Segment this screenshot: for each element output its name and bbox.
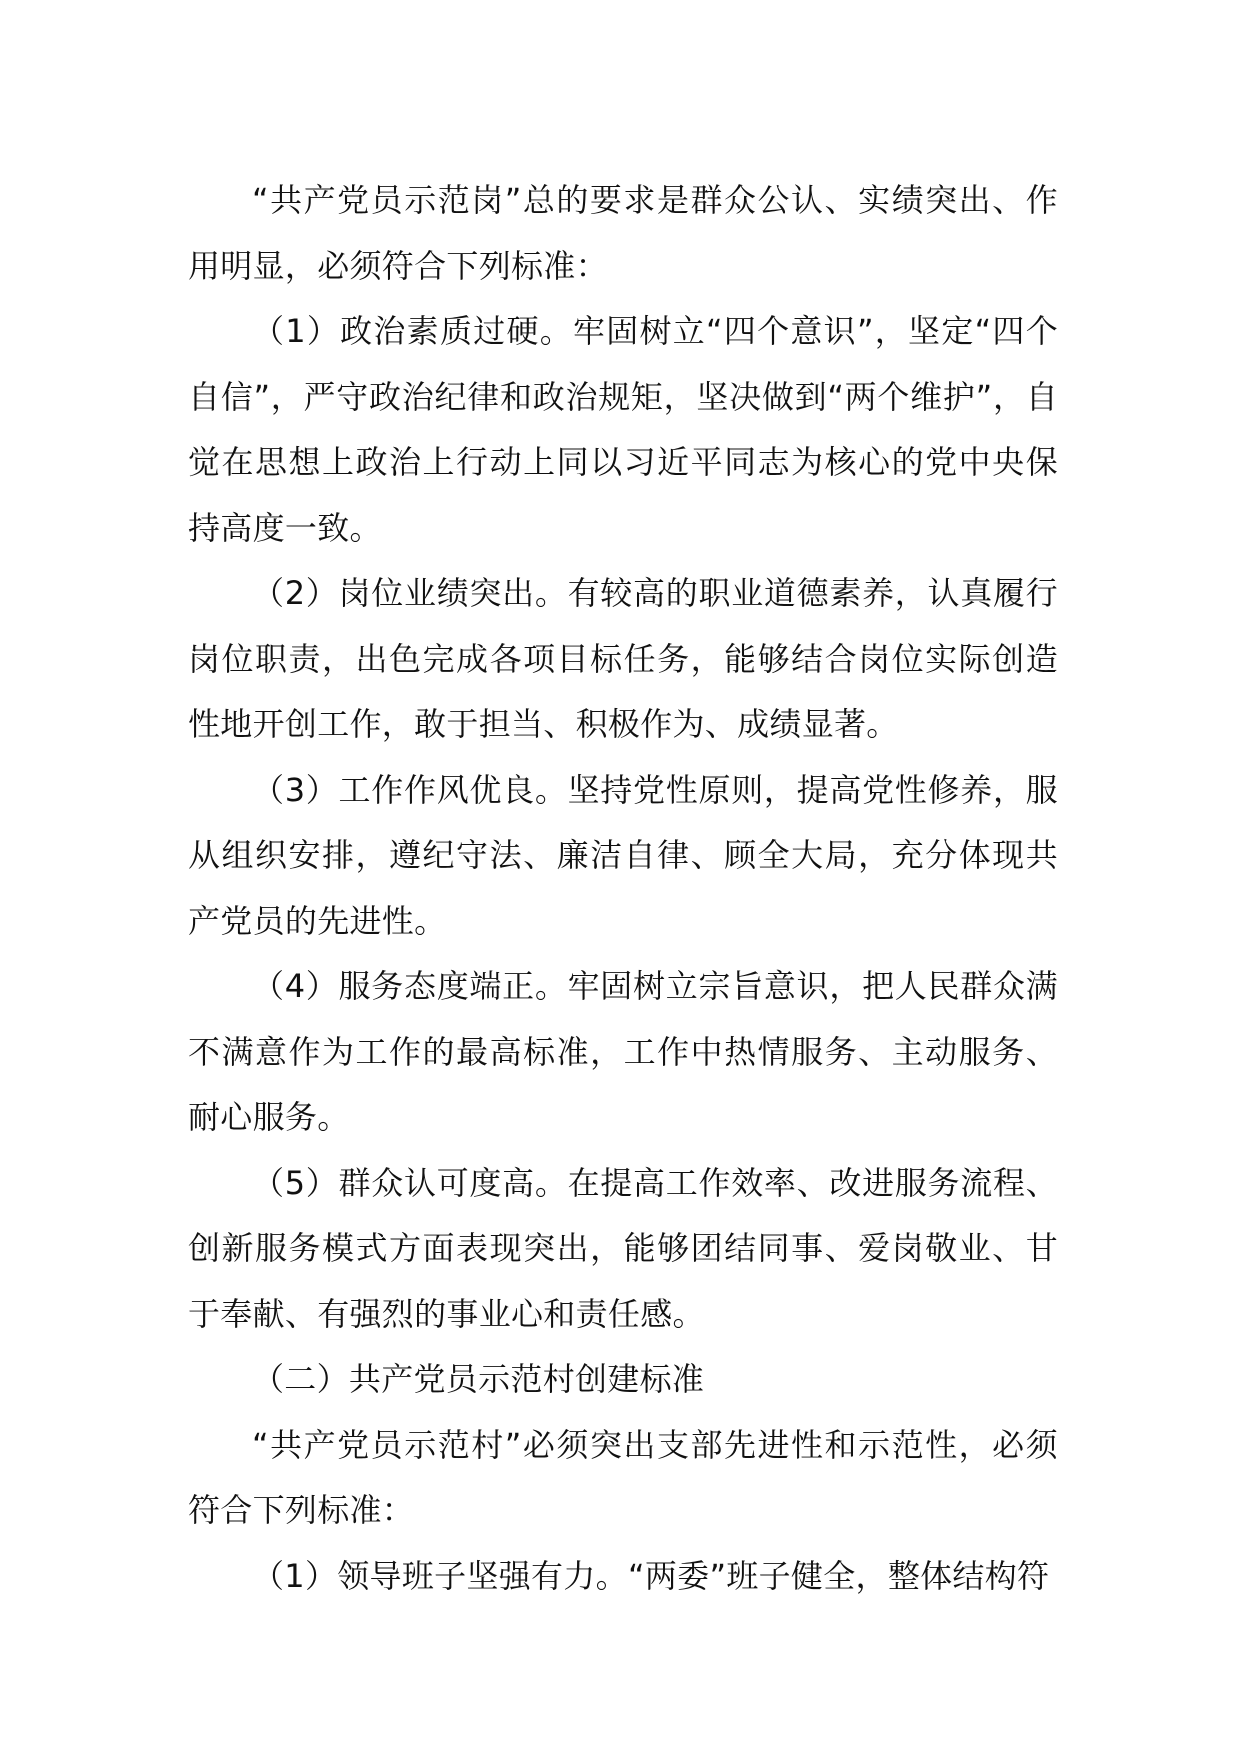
section-heading-model-village: （二）共产党员示范村创建标准: [252, 1360, 705, 1398]
paragraph-work-style: （3）工作作风优良。坚持党性原则，提高党性修养，服从组织安排，遵纪守法、廉洁自律、顾全大局，充分体现共产党员的先进性。: [188, 770, 1058, 940]
paragraph-service-attitude: （4）服务态度端正。牢固树立宗旨意识，把人民群众满不满意作为工作的最高标准，工作中热情服务、主动服务、耐心服务。: [188, 967, 1058, 1136]
paragraph-public-recognition: （5）群众认可度高。在提高工作效率、改进服务流程、创新服务模式方面表现突出，能够团结同事、爱岗敬业、甘于奉献、有强烈的事业心和责任感。: [188, 1163, 1058, 1333]
paragraph-village-intro: “共产党员示范村”必须突出支部先进性和示范性，必须符合下列标准：: [188, 1425, 1058, 1529]
paragraph-leadership-team: （1）领导班子坚强有力。“两委”班子健全，整体结构符: [252, 1556, 1050, 1595]
paragraph-intro-requirements: “共产党员示范岗”总的要求是群众公认、实绩突出、作用明显，必须符合下列标准：: [188, 181, 1058, 285]
paragraph-political-quality: （1）政治素质过硬。牢固树立“四个意识”，坚定“四个自信”，严守政治纪律和政治规矩，坚决做到“两个维护”，自觉在思想上政治上行动上同以习近平同志为核心的党中央保持高度一致。: [188, 312, 1058, 547]
paragraph-job-performance: （2）岗位业绩突出。有较高的职业道德素养，认真履行岗位职责，出色完成各项目标任务，能够结合岗位实际创造性地开创工作，敢于担当、积极作为、成绩显著。: [188, 574, 1058, 743]
document-body: [188, 168, 1058, 1609]
